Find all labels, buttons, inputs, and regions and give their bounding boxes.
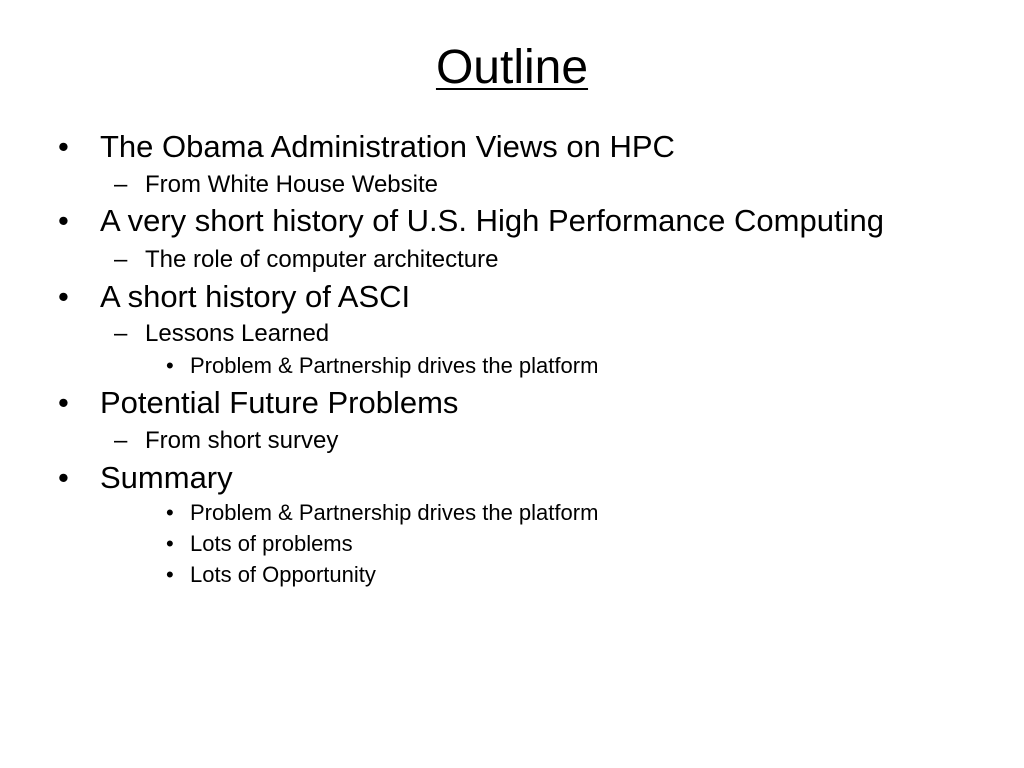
bullet-marker: • xyxy=(58,385,69,420)
bullet-marker-small: • xyxy=(166,500,174,525)
sub-sub-bullet-text: Lots of problems xyxy=(190,531,353,556)
bullet-text: A short history of ASCI xyxy=(100,279,411,314)
bullet-marker: • xyxy=(58,203,69,238)
sub-sub-bullet-text: Problem & Partnership drives the platform xyxy=(190,500,599,525)
bullet-marker: • xyxy=(58,279,69,314)
bullet-marker: • xyxy=(58,129,69,164)
bullet-marker-small: • xyxy=(166,531,174,556)
sub-bullet-text: From White House Website xyxy=(145,171,438,198)
slide-title: Outline xyxy=(435,41,589,94)
sub-sub-bullet-text: Problem & Partnership drives the platform xyxy=(190,353,599,378)
sub-sub-bullet-text: Lots of Opportunity xyxy=(190,562,376,587)
dash-marker: – xyxy=(114,171,128,198)
bullet-marker: • xyxy=(58,460,69,495)
sub-bullet-text: The role of computer architecture xyxy=(145,246,499,273)
bullet-text: Potential Future Problems xyxy=(100,385,459,420)
bullet-text: A very short history of U.S. High Performance Computing xyxy=(100,203,884,238)
bullet-marker-small: • xyxy=(166,562,174,587)
bullet-marker-small: • xyxy=(166,353,174,378)
dash-marker: – xyxy=(114,427,128,454)
sub-bullet-text: Lessons Learned xyxy=(145,320,330,347)
dash-marker: – xyxy=(114,246,128,273)
bullet-text: The Obama Administration Views on HPC xyxy=(100,129,675,164)
sub-bullet-text: From short survey xyxy=(145,427,339,454)
dash-marker: – xyxy=(114,320,128,347)
bullet-text: Summary xyxy=(100,460,233,495)
